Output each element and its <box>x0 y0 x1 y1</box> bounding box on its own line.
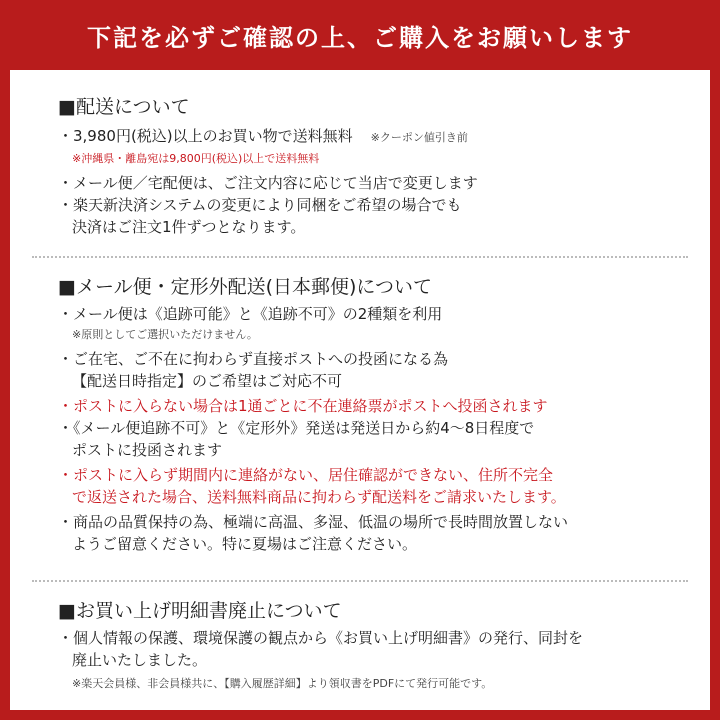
section-title-receipt: ■お買い上げ明細書廃止について <box>58 600 342 622</box>
content-panel <box>10 70 710 710</box>
section-receipt <box>58 596 690 691</box>
mail-line-11: ようご留意ください。特に夏場はご注意ください。 <box>72 535 418 553</box>
receipt-line-1: ・個人情報の保護、環境保護の観点から《お買い上げ明細書》の発行、同封を <box>58 629 584 647</box>
divider-2 <box>32 580 688 582</box>
mail-line-9: で返送された場合、送料無料商品に拘わらず配送料をご請求いたします。 <box>72 488 566 506</box>
coupon-note: ※クーポン値引き前 <box>370 131 468 144</box>
divider-1 <box>32 256 688 258</box>
mail-line-1: ・メール便は《追跡可能》と《追跡不可》の2種類を利用 <box>58 305 443 323</box>
shipping-line-4: ・楽天新決済システムの変更により同梱をご希望の場合でも <box>58 196 462 214</box>
shipping-line-3: ・メール便／宅配便は、ご注文内容に応じて当店で変更します <box>58 174 478 192</box>
shipping-line-1 <box>58 125 690 149</box>
receipt-line-2: 廃止いたしました。 <box>72 651 208 669</box>
okinawa-note: ※沖縄県・離島宛は9,800円(税込)以上で送料無料 <box>72 152 320 165</box>
shipping-line-5: 決済はご注文1件ずつとなります。 <box>72 218 306 236</box>
section-title-shipping: ■配送について <box>58 96 190 118</box>
mail-line-6: ・《メール便追跡不可》と《定形外》発送は発送日から約4～8日程度で <box>58 419 535 437</box>
mail-line-5: ・ポストに入らない場合は1通ごとに不在連絡票がポストへ投函されます <box>58 397 548 415</box>
receipt-pdf-note: ※楽天会員様、非会員様共に、【購入履歴詳細】より領収書をPDFにて発行可能です。 <box>72 677 493 690</box>
mail-line-8: ・ポストに入らず期間内に連絡がない、居住確認ができない、住所不完全 <box>58 466 554 484</box>
mail-line-7: ポストに投函されます <box>72 441 223 459</box>
section-mail <box>58 272 690 555</box>
mail-select-note: ※原則としてご選択いただけません。 <box>72 328 258 341</box>
shipping-free-text: ・3,980円(税込)以上のお買い物で送料無料 <box>58 127 353 145</box>
page-header: 下記を必ずご確認の上、ご購入をお願いします <box>87 23 633 52</box>
mail-line-3: ・ご在宅、ご不在に拘わらず直接ポストへの投函になる為 <box>58 350 449 368</box>
mail-line-10: ・商品の品質保持の為、極端に高温、多湿、低温の場所で長時間放置しない <box>58 513 569 531</box>
section-shipping <box>58 92 690 238</box>
mail-line-4: 【配送日時指定】のご希望はご対応不可 <box>72 372 343 390</box>
section-title-mail: ■メール便・定形外配送(日本郵便)について <box>58 276 433 298</box>
